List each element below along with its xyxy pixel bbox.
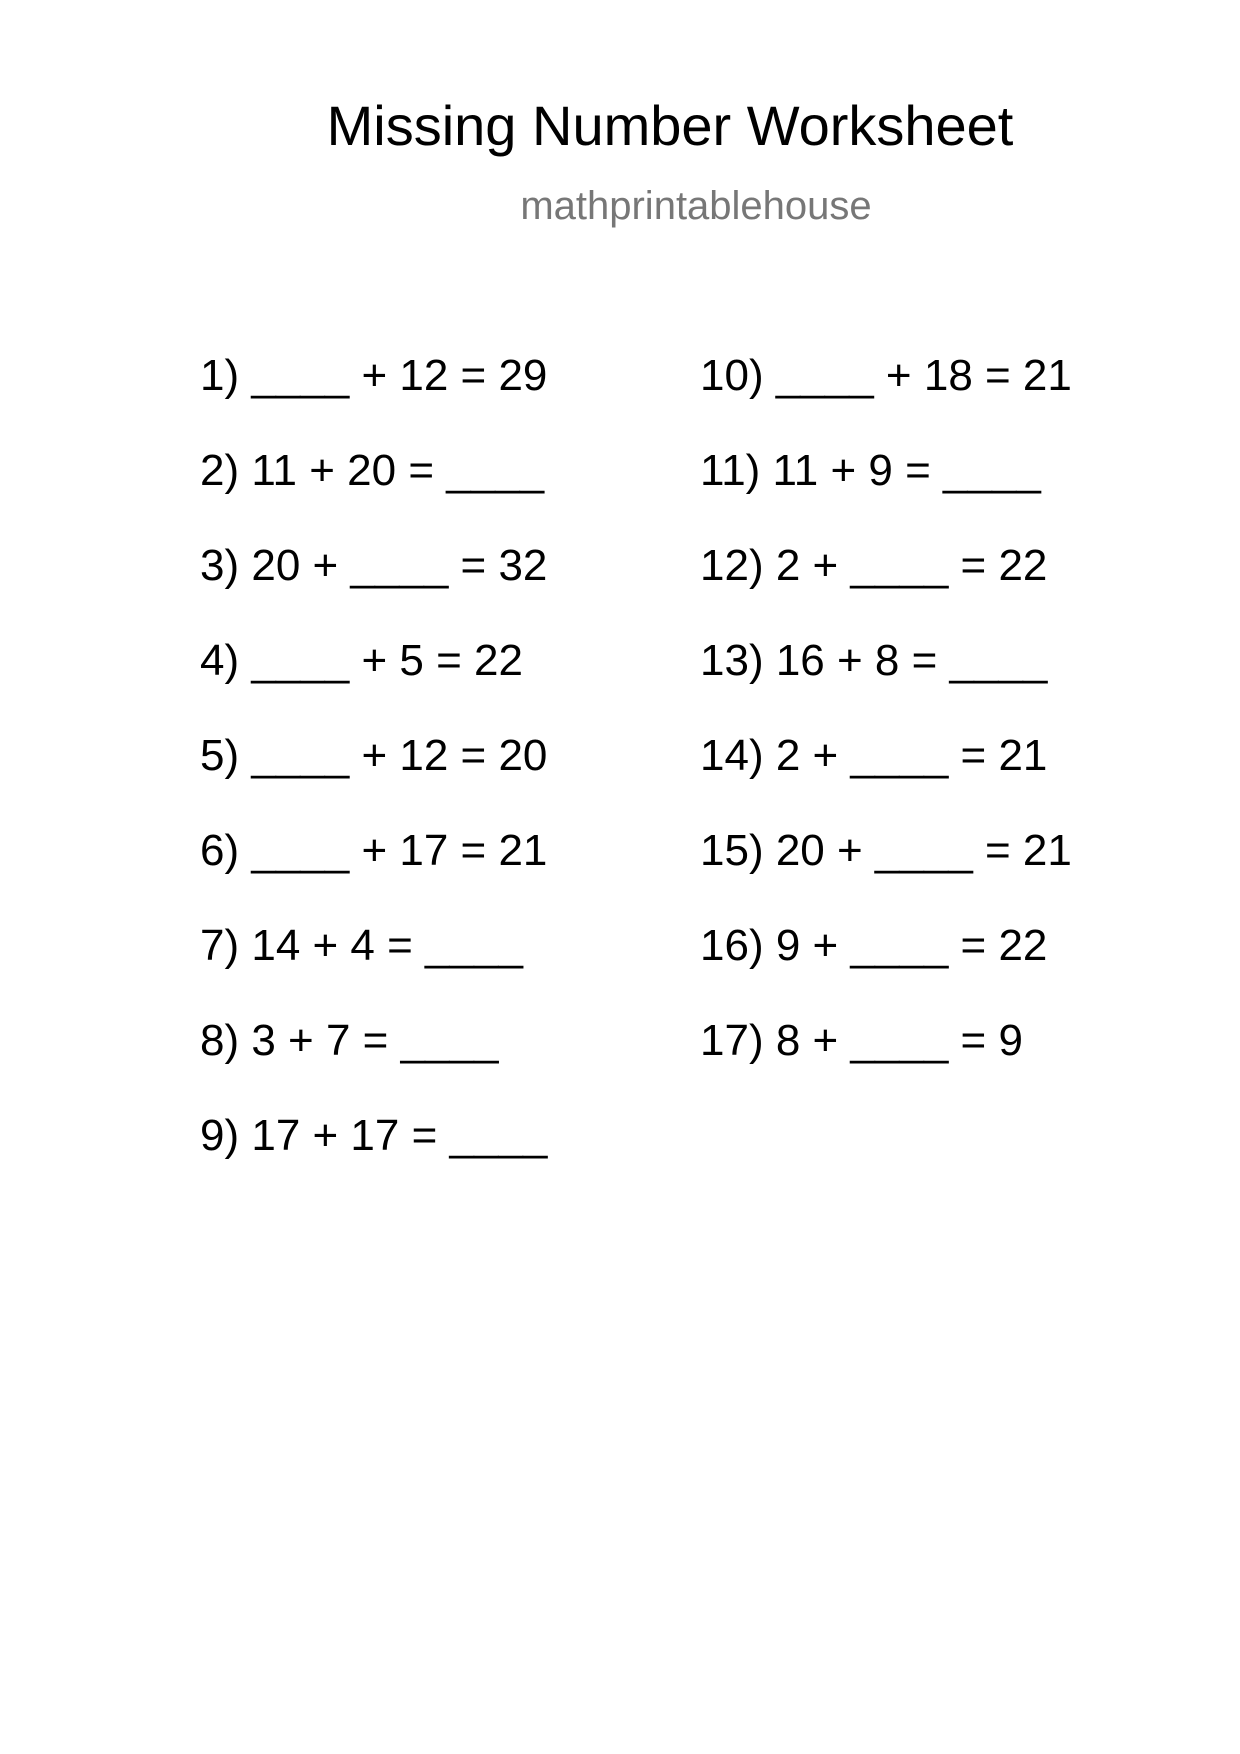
problem-9: 9) 17 + 17 = ____ — [200, 1111, 548, 1160]
page-subtitle: mathprintablehouse — [520, 184, 872, 228]
problem-8: 8) 3 + 7 = ____ — [200, 1016, 499, 1065]
problem-3: 3) 20 + ____ = 32 — [200, 541, 548, 590]
problem-11: 11) 11 + 9 = ____ — [700, 446, 1041, 495]
problem-13: 13) 16 + 8 = ____ — [700, 636, 1048, 685]
problem-2: 2) 11 + 20 = ____ — [200, 446, 545, 495]
problem-15: 15) 20 + ____ = 21 — [700, 826, 1072, 875]
problem-12: 12) 2 + ____ = 22 — [700, 541, 1048, 590]
problem-16: 16) 9 + ____ = 22 — [700, 921, 1048, 970]
problem-10: 10) ____ + 18 = 21 — [700, 351, 1072, 400]
problem-14: 14) 2 + ____ = 21 — [700, 731, 1048, 780]
problem-6: 6) ____ + 17 = 21 — [200, 826, 548, 875]
problem-4: 4) ____ + 5 = 22 — [200, 636, 523, 685]
page-title: Missing Number Worksheet — [326, 94, 1014, 157]
problem-1: 1) ____ + 12 = 29 — [200, 351, 548, 400]
problem-5: 5) ____ + 12 = 20 — [200, 731, 548, 780]
problem-17: 17) 8 + ____ = 9 — [700, 1016, 1023, 1065]
problem-7: 7) 14 + 4 = ____ — [200, 921, 523, 970]
